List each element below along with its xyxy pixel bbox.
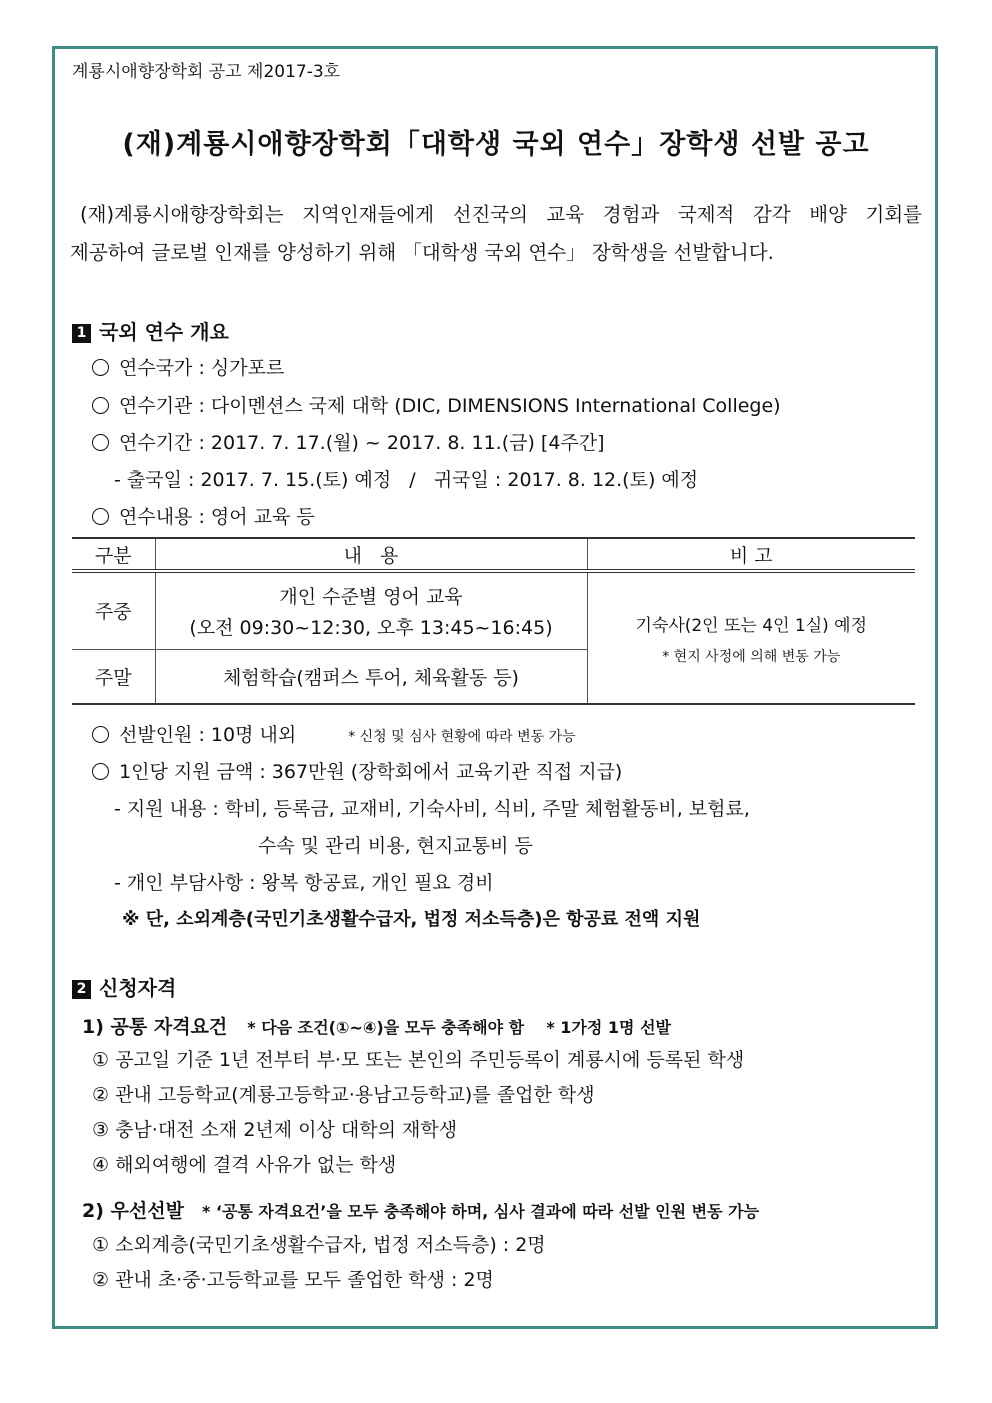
support-items-line-1: - 지원 내용 : 학비, 등록금, 교재비, 기숙사비, 식비, 주말 체험활동비, 보험료, — [114, 798, 750, 820]
priority-selection-heading: 2) 우선선발 * ‘공통 자격요건’을 모두 충족해야 하며, 심사 결과에 따라 선발 인원 변동 가능 — [82, 1200, 760, 1222]
list-item: ① 공고일 기준 1년 전부터 부·모 또는 본인의 주민등록이 계룡시에 등록된 학생 — [92, 1049, 745, 1071]
table-cell-weekday-content: 개인 수준별 영어 교육 (오전 09:30~12:30, 오후 13:45~16:45) — [155, 571, 587, 649]
intro-paragraph — [70, 196, 922, 272]
list-item-support-amount: 1인당 지원 금액 : 367만원 (장학회에서 교육기관 직접 지급) — [92, 757, 622, 784]
section-number-badge: 2 — [72, 980, 91, 999]
notice-number: 계룡시애향장학회 공고 제2017-3호 — [72, 62, 341, 82]
list-item-institution: 연수기관 : 다이멘션스 국제 대학 (DIC, DIMENSIONS International College) — [92, 391, 781, 418]
intro-line-2: 제공하여 글로벌 인재를 양성하기 위해 「대학생 국외 연수」 장학생을 선발합니다. — [70, 241, 774, 264]
list-item: ① 소외계층(국민기초생활수급자, 법정 저소득층) : 2명 — [92, 1234, 546, 1256]
circle-bullet-icon — [92, 763, 109, 780]
circle-bullet-icon — [92, 397, 109, 414]
program-table — [72, 537, 915, 705]
circle-bullet-icon — [92, 359, 109, 376]
table-cell-remarks: 기숙사(2인 또는 4인 1실) 예정 * 현지 사정에 의해 변동 가능 — [587, 571, 915, 704]
table-row — [72, 571, 915, 649]
common-requirements-heading: 1) 공통 자격요건 * 다음 조건(①~④)을 모두 충족해야 함 * 1가정 1명 선발 — [82, 1016, 671, 1038]
table-cell-weekend: 주말 — [72, 649, 155, 704]
list-item-departure-return: - 출국일 : 2017. 7. 15.(토) 예정 / 귀국일 : 2017. 8. 12.(토) 예정 — [114, 469, 699, 491]
list-item-content: 연수내용 : 영어 교육 등 — [92, 502, 315, 529]
support-items-line-2: 수속 및 관리 비용, 현지교통비 등 — [258, 835, 533, 857]
circle-bullet-icon — [92, 726, 109, 743]
table-cell-weekend-content: 체험학습(캠퍼스 투어, 체육활동 등) — [155, 649, 587, 704]
special-note: ※ 단, 소외계층(국민기초생활수급자, 법정 저소득층)은 항공료 전액 지원 — [122, 909, 701, 930]
section-number-badge: 1 — [72, 324, 91, 343]
list-item: ② 관내 고등학교(계룡고등학교·용남고등학교)를 졸업한 학생 — [92, 1084, 595, 1106]
page-title: (재)계룡시애향장학회「대학생 국외 연수」장학생 선발 공고 — [122, 129, 870, 160]
circle-bullet-icon — [92, 508, 109, 525]
table-header-category: 구분 — [72, 538, 155, 571]
table-header-remarks: 비 고 — [587, 538, 915, 571]
personal-cost: - 개인 부담사항 : 왕복 항공료, 개인 필요 경비 — [114, 872, 494, 894]
list-item: ④ 해외여행에 결격 사유가 없는 학생 — [92, 1154, 397, 1176]
list-item-country: 연수국가 : 싱가포르 — [92, 353, 284, 380]
section-2-title: 신청자격 — [99, 976, 177, 1000]
list-item-selection: 선발인원 : 10명 내외 * 신청 및 심사 현황에 따라 변동 가능 — [92, 720, 576, 747]
section-1-title: 국외 연수 개요 — [99, 320, 229, 344]
list-item: ② 관내 초·중·고등학교를 모두 졸업한 학생 : 2명 — [92, 1269, 494, 1291]
list-item: ③ 충남·대전 소재 2년제 이상 대학의 재학생 — [92, 1119, 458, 1141]
list-item-period: 연수기간 : 2017. 7. 17.(월) ~ 2017. 8. 11.(금) [4주간] — [92, 428, 605, 455]
table-cell-weekday: 주중 — [72, 571, 155, 649]
section-2-heading — [72, 972, 176, 1001]
section-1-heading — [72, 316, 229, 345]
circle-bullet-icon — [92, 434, 109, 451]
table-header-content: 내 용 — [155, 538, 587, 571]
intro-line-1: (재)계룡시애향장학회는 지역인재들에게 선진국의 교육 경험과 국제적 감각 배양 기회를 — [80, 203, 922, 226]
